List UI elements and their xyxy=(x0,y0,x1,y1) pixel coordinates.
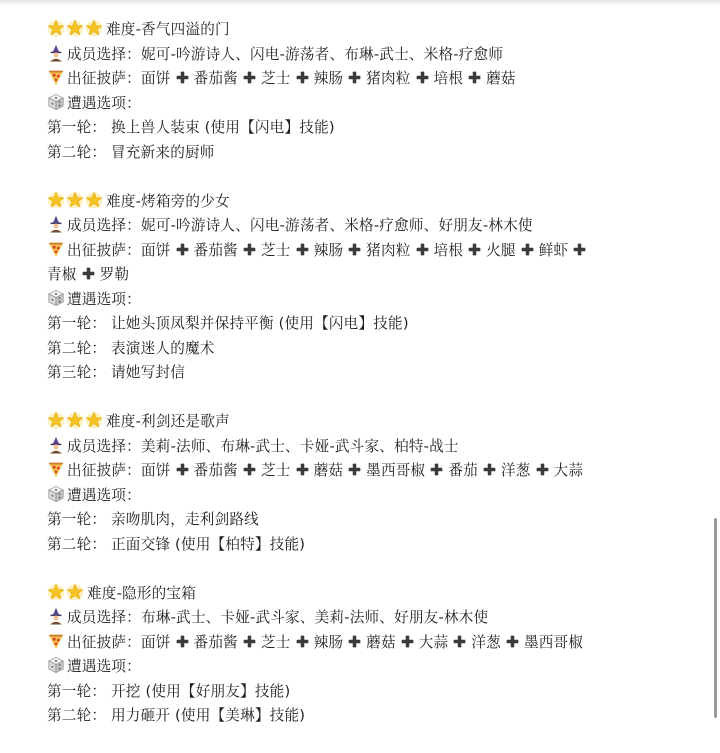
glowing-star-icon xyxy=(66,583,84,601)
difficulty-title xyxy=(47,582,687,607)
round-option: 第二轮： 冒充新来的厨师 xyxy=(47,143,215,161)
pizza-ingredient: 芝士 xyxy=(260,70,291,87)
plus-icon xyxy=(176,635,189,648)
plus-icon xyxy=(82,267,95,280)
round-option: 第一轮： 让她头顶凤梨并保持平衡 (使用【闪电】技能) xyxy=(47,315,409,332)
difficulty-text: 难度-香气四溢的门 xyxy=(106,21,230,38)
plus-icon xyxy=(573,243,586,256)
pizza-ingredient: 辣肠 xyxy=(313,633,344,651)
pizza-label: 出征披萨： xyxy=(67,462,141,479)
pizza-ingredient: 墨西哥椒 xyxy=(523,633,584,651)
difficulty-title xyxy=(47,190,687,215)
round-option: 第一轮： 亲吻肌肉，走利剑路线 xyxy=(47,511,259,528)
plus-icon xyxy=(243,243,256,256)
dice-icon xyxy=(47,289,65,307)
dice-icon xyxy=(47,656,65,674)
pizza-line xyxy=(47,263,687,288)
round-option: 第三轮： 请她写封信 xyxy=(47,364,185,381)
members-line xyxy=(47,214,687,239)
pizza-ingredient: 番茄酱 xyxy=(193,462,238,479)
difficulty-stars xyxy=(47,190,104,215)
pizza-ingredient: 芝士 xyxy=(260,462,291,479)
glowing-star-icon xyxy=(85,411,103,429)
pizza-ingredient: 辣肠 xyxy=(313,241,344,259)
plus-icon xyxy=(243,71,256,84)
options-label: 遭遇选项： xyxy=(67,486,141,504)
dice-icon xyxy=(47,485,65,503)
witch-hat-person-icon xyxy=(47,436,65,454)
difficulty-stars xyxy=(47,410,104,435)
pizza-label: 出征披萨： xyxy=(67,70,141,87)
plus-icon xyxy=(348,463,361,476)
pizza-ingredient: 洋葱 xyxy=(471,633,501,651)
members-label: 成员选择： xyxy=(67,45,141,63)
options-line xyxy=(47,655,687,680)
pizza-label: 出征披萨： xyxy=(67,633,141,651)
pizza-slice-icon xyxy=(47,68,65,86)
pizza-ingredient: 面饼 xyxy=(140,70,171,87)
plus-icon xyxy=(468,71,481,84)
plus-icon xyxy=(506,635,519,648)
glowing-star-icon xyxy=(47,411,65,429)
pizza-ingredient: 面饼 xyxy=(140,633,171,651)
pizza-label: 出征披萨： xyxy=(67,241,141,259)
round-option: 第二轮： 表演迷人的魔术 xyxy=(47,339,215,357)
plus-icon xyxy=(176,71,189,84)
glowing-star-icon xyxy=(66,411,84,429)
top-edge-shadow xyxy=(0,0,720,6)
members-value: 美莉-法师、布琳-武士、卡娅-武斗家、柏特-战士 xyxy=(140,437,459,455)
glowing-star-icon xyxy=(47,19,65,37)
pizza-line xyxy=(47,239,687,264)
plus-icon xyxy=(296,463,309,476)
options-label: 遭遇选项： xyxy=(67,290,141,308)
round-option: 第二轮： 用力砸开 (使用【美琳】技能) xyxy=(47,707,306,724)
witch-hat-person-icon xyxy=(47,215,65,233)
plus-icon xyxy=(296,243,309,256)
difficulty-text: 难度-烤箱旁的少女 xyxy=(106,192,230,210)
pizza-ingredient: 青椒 xyxy=(47,266,77,283)
pizza-line xyxy=(47,67,687,92)
plus-icon xyxy=(176,463,189,476)
options-line xyxy=(47,484,687,509)
members-value: 布琳-武士、卡娅-武斗家、美莉-法师、好朋友-林木使 xyxy=(140,609,489,626)
plus-icon xyxy=(536,463,549,476)
pizza-ingredient: 大蒜 xyxy=(553,462,584,479)
glowing-star-icon xyxy=(66,191,84,209)
plus-icon xyxy=(296,635,309,648)
pizza-ingredient: 芝士 xyxy=(260,241,291,259)
pizza-ingredient: 番茄酱 xyxy=(193,241,238,259)
encounter-section xyxy=(47,582,687,729)
plus-icon xyxy=(296,71,309,84)
pizza-slice-icon xyxy=(47,240,65,258)
guide-content xyxy=(47,18,687,753)
plus-icon xyxy=(483,463,496,476)
glowing-star-icon xyxy=(47,191,65,209)
difficulty-stars xyxy=(47,582,85,607)
pizza-ingredient: 面饼 xyxy=(140,241,171,259)
encounter-section xyxy=(47,410,687,557)
plus-icon xyxy=(521,243,534,256)
pizza-slice-icon xyxy=(47,632,65,650)
options-label: 遭遇选项： xyxy=(67,658,141,675)
difficulty-text: 难度-隐形的宝箱 xyxy=(87,584,197,602)
members-line xyxy=(47,606,687,631)
pizza-ingredient: 芝士 xyxy=(260,633,291,651)
plus-icon xyxy=(176,243,189,256)
encounter-section xyxy=(47,190,687,386)
members-label: 成员选择： xyxy=(67,609,141,626)
pizza-ingredient: 罗勒 xyxy=(99,266,130,283)
scrollbar-thumb[interactable] xyxy=(714,518,717,718)
plus-icon xyxy=(348,71,361,84)
glowing-star-icon xyxy=(66,19,84,37)
plus-icon xyxy=(416,71,429,84)
members-label: 成员选择： xyxy=(67,217,141,234)
difficulty-stars xyxy=(47,18,104,43)
round-option: 第一轮： 开挖 (使用【好朋友】技能) xyxy=(47,682,291,700)
pizza-ingredient: 辣肠 xyxy=(313,70,344,87)
pizza-slice-icon xyxy=(47,460,65,478)
difficulty-title xyxy=(47,410,687,435)
pizza-ingredient: 猪肉粒 xyxy=(366,241,411,259)
pizza-ingredient: 火腿 xyxy=(486,241,516,259)
pizza-ingredient: 面饼 xyxy=(140,462,171,479)
glowing-star-icon xyxy=(85,191,103,209)
members-line xyxy=(47,435,687,460)
plus-icon xyxy=(243,635,256,648)
plus-icon xyxy=(430,463,443,476)
members-value: 妮可-吟游诗人、闪电-游荡者、米格-疗愈师、好朋友-林木使 xyxy=(140,217,533,234)
pizza-ingredient: 猪肉粒 xyxy=(366,70,411,87)
pizza-ingredient: 墨西哥椒 xyxy=(366,462,426,479)
witch-hat-person-icon xyxy=(47,44,65,62)
pizza-ingredient: 大蒜 xyxy=(418,633,449,651)
plus-icon xyxy=(453,635,466,648)
options-line xyxy=(47,92,687,117)
members-value: 妮可-吟游诗人、闪电-游荡者、布琳-武士、米格-疗愈师 xyxy=(140,45,504,63)
plus-icon xyxy=(348,243,361,256)
difficulty-text: 难度-利剑还是歌声 xyxy=(106,413,230,430)
options-label: 遭遇选项： xyxy=(67,94,141,112)
plus-icon xyxy=(348,635,361,648)
pizza-ingredient: 洋葱 xyxy=(500,462,531,479)
members-line xyxy=(47,43,687,68)
pizza-ingredient: 番茄酱 xyxy=(193,633,238,651)
plus-icon xyxy=(468,243,481,256)
pizza-ingredient: 蘑菇 xyxy=(486,70,516,87)
pizza-line xyxy=(47,631,687,656)
pizza-line xyxy=(47,459,687,484)
pizza-ingredient: 培根 xyxy=(433,241,464,259)
pizza-ingredient: 蘑菇 xyxy=(313,462,344,479)
members-label: 成员选择： xyxy=(67,437,141,455)
difficulty-title xyxy=(47,18,687,43)
witch-hat-person-icon xyxy=(47,607,65,625)
plus-icon xyxy=(243,463,256,476)
pizza-ingredient: 培根 xyxy=(433,70,464,87)
pizza-ingredient: 番茄酱 xyxy=(193,70,238,87)
dice-icon xyxy=(47,93,65,111)
plus-icon xyxy=(401,635,414,648)
round-option: 第二轮： 正面交锋 (使用【柏特】技能) xyxy=(47,535,306,553)
encounter-section xyxy=(47,18,687,165)
pizza-ingredient: 鲜虾 xyxy=(538,241,569,259)
glowing-star-icon xyxy=(85,19,103,37)
pizza-ingredient: 番茄 xyxy=(448,462,478,479)
options-line xyxy=(47,288,687,313)
round-option: 第一轮： 换上兽人装束 (使用【闪电】技能) xyxy=(47,119,335,136)
pizza-ingredient: 蘑菇 xyxy=(366,633,396,651)
plus-icon xyxy=(416,243,429,256)
glowing-star-icon xyxy=(47,583,65,601)
